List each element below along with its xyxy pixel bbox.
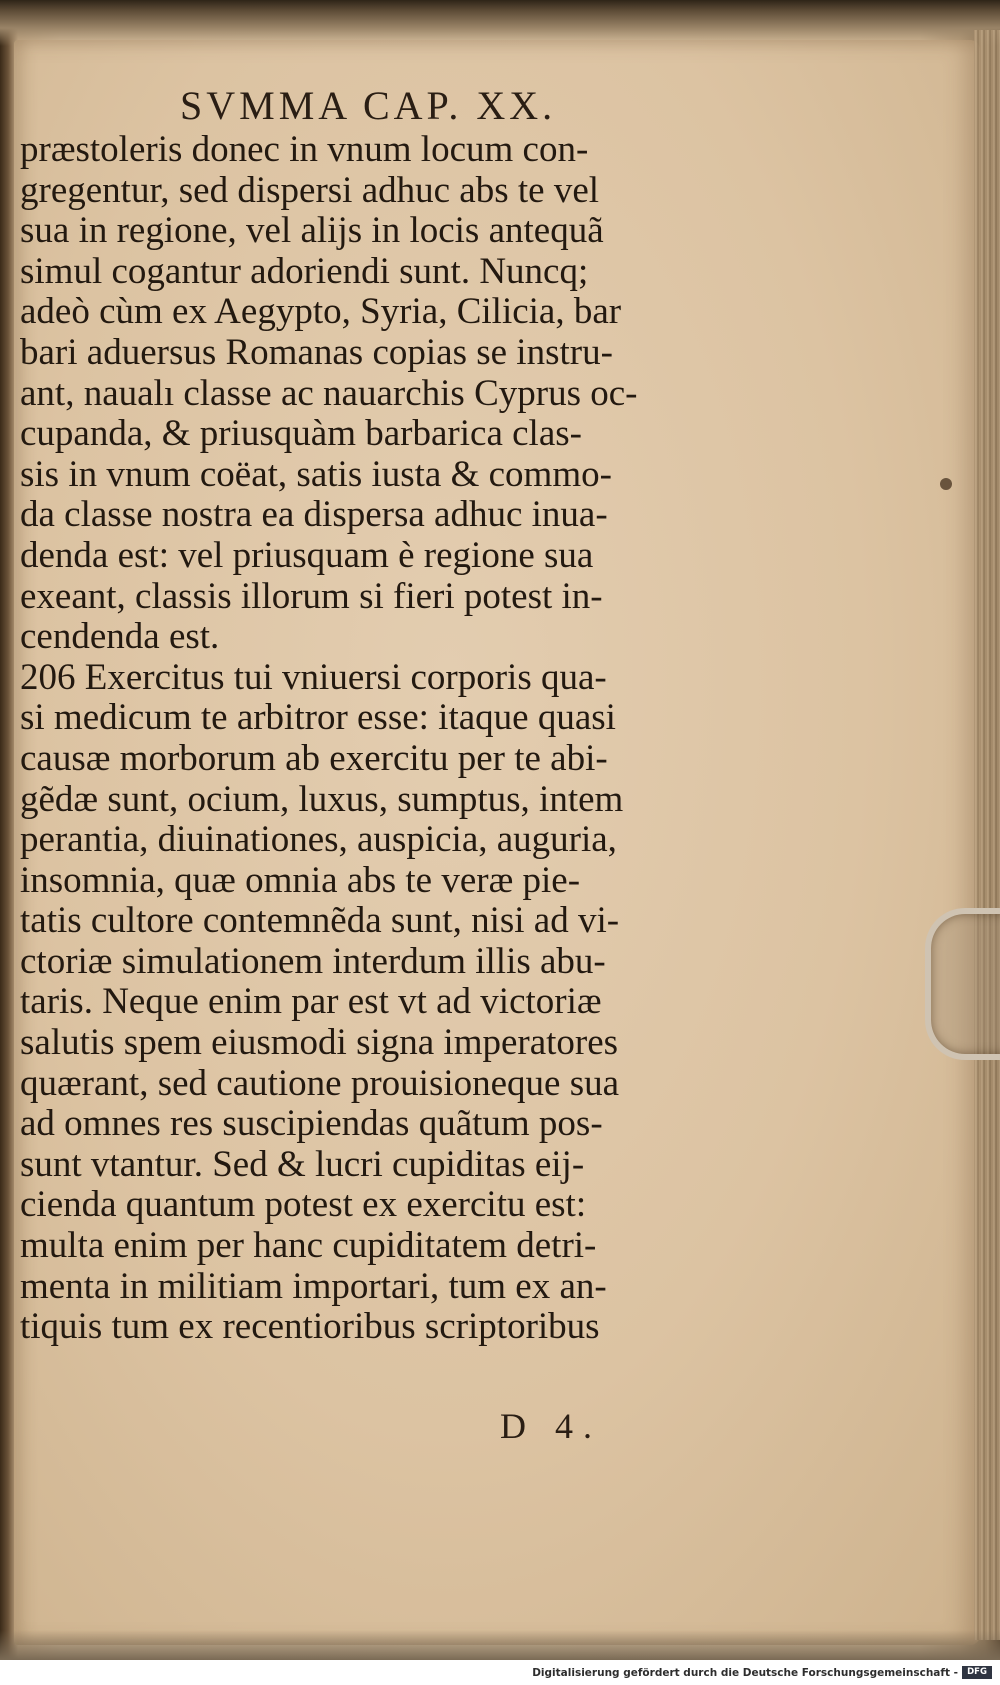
body-text [20,130,740,1348]
text-line: simul cogantur adoriendi sunt. Nuncq; [20,250,589,292]
text-line: quærant, sed cautione prouisioneque sua [20,1062,620,1104]
text-line: tiquis tum ex recentioribus scriptoribus [20,1306,600,1348]
text-line: cienda quantum potest ex exercitu est: [20,1184,587,1226]
ink-spot [940,478,952,490]
book-bottom-edge [0,1630,1000,1660]
text-line: causæ morborum ab exercitu per te abi- [20,737,608,779]
text-line: cendenda est. [20,616,220,658]
text-line: sis in vnum coëat, satis iusta & commo- [20,453,612,495]
text-line: 206 Exercitus tui vniuersi corporis qua- [20,656,607,698]
running-head: SVMMA CAP. XX. [180,83,557,128]
text-line: da classe nostra ea dispersa adhuc inua- [20,494,608,536]
clasp-icon [925,908,1000,1060]
text-line: gẽdæ sunt, ocium, luxus, sumptus, intem [20,778,624,820]
text-line: ad omnes res suscipiendas quãtum pos- [20,1103,603,1145]
footer-credit: Digitalisierung gefördert durch die Deutsche Forschungsgemeinschaft - [532,1667,958,1679]
text-line: insomnia, quæ omnia abs te veræ pie- [20,859,581,901]
text-line: bari aduersus Romanas copias se instru- [20,331,613,373]
text-line: sunt vtantur. Sed & lucri cupiditas eij- [20,1143,585,1185]
text-line: sua in regione, vel alijs in locis antequã [20,210,604,252]
text-line: gregentur, sed dispersi adhuc abs te vel [20,169,600,211]
text-line: perantia, diuinationes, auspicia, auguria, [20,819,617,861]
text-line: tatis cultore contemnẽda sunt, nisi ad vi- [20,900,620,942]
text-line: menta in militiam importari, tum ex an- [20,1265,607,1307]
signature-mark: D 4. [500,1406,602,1446]
text-line: cupanda, & priusquàm barbarica clas- [20,413,582,455]
text-line: ant, naualı classe ac nauarchis Cyprus oc- [20,372,638,414]
text-line: taris. Neque enim par est vt ad victoriæ [20,981,602,1023]
text-line: salutis spem eiusmodi signa imperatores [20,1022,619,1064]
text-line: denda est: vel priusquam è regione sua [20,534,594,576]
text-line: exeant, classis illorum si fieri potest in- [20,575,603,617]
text-line: ctoriæ simulationem interdum illis abu- [20,940,606,982]
text-line: si medicum te arbitror esse: itaque quasi [20,697,616,739]
footer-bar [0,1660,1000,1685]
text-line: multa enim per hanc cupiditatem detri- [20,1225,597,1267]
text-line: præstoleris donec in vnum locum con- [20,129,589,170]
page-edges [974,30,1000,1640]
dfg-logo: DFG [962,1666,992,1679]
text-line: adeò cùm ex Aegypto, Syria, Cilicia, bar [20,291,622,333]
